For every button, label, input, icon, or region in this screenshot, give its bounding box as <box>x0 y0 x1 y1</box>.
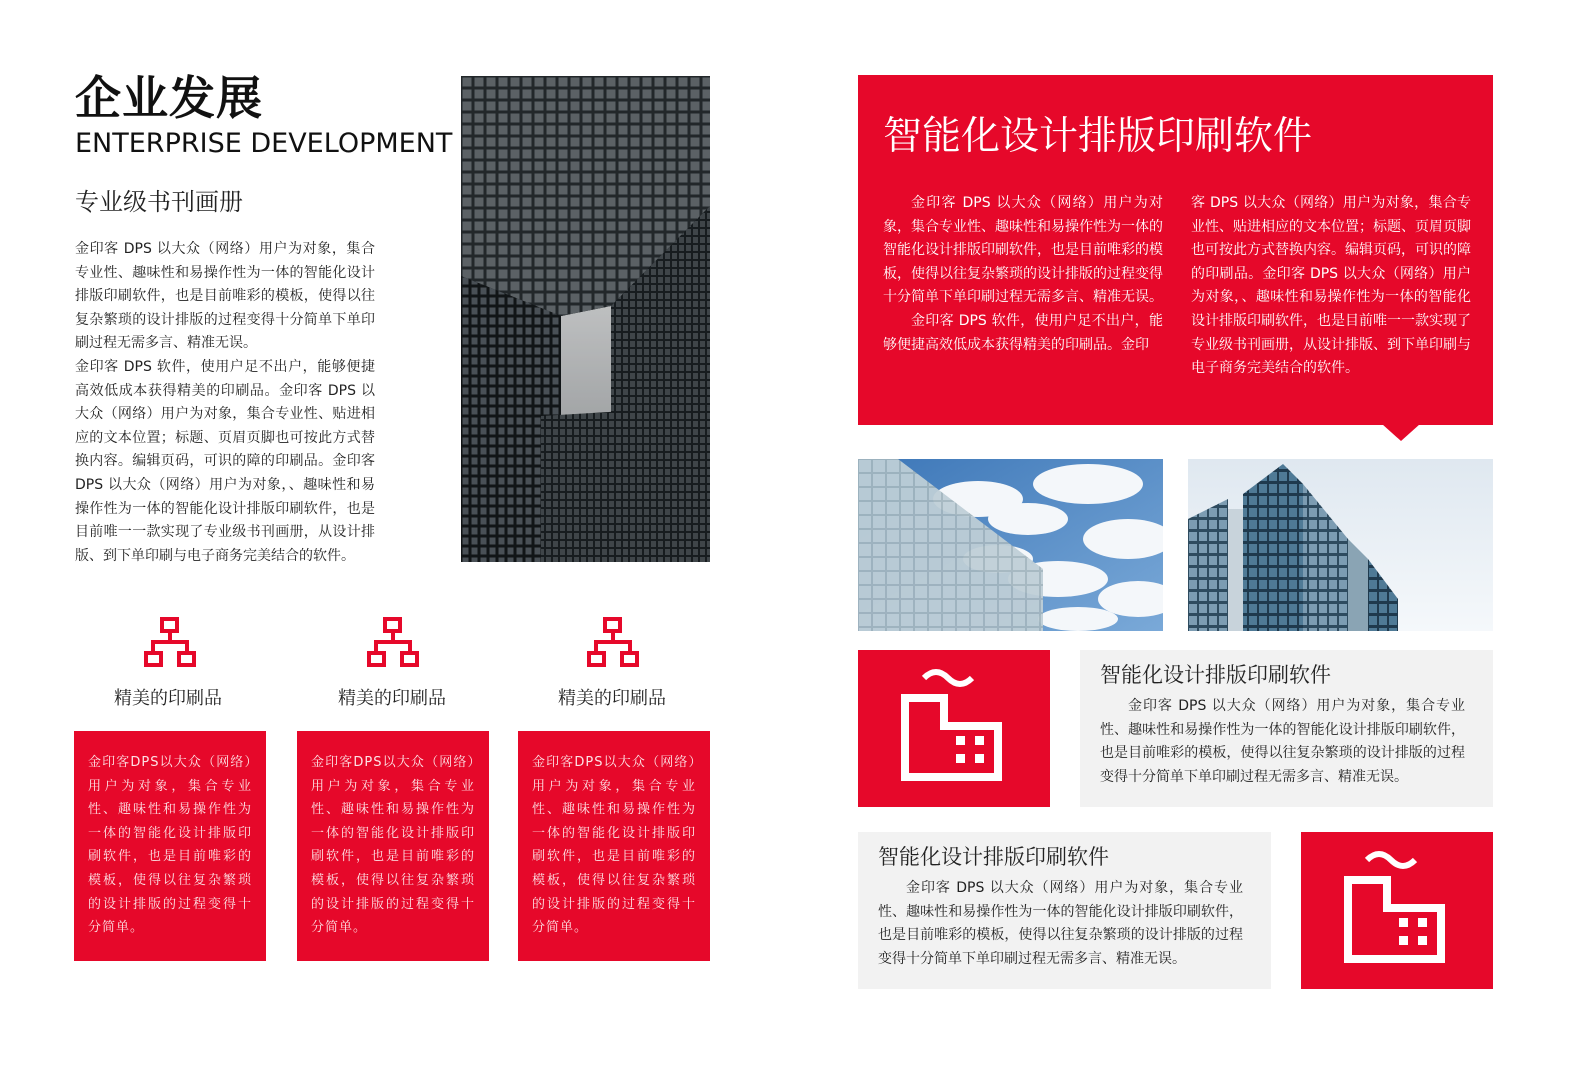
intro-paragraph-2: 金印客 DPS 软件，使用户足不出户，能够便捷高效低成本获得精美的印刷品。金印客 DPS 以大众（网络）用户为对象，集合专业性、贴进相应的文本位置；标题、页眉页脚也可按此方式替换内容。编辑页码，可识的障的印刷品。金印客 DPS 以大众（网络）用户为对象，、趣味性和易操作性为一体的智能化设计排版印刷软件，也是目前唯一一款实现了专业级书刊画册，从设计排版、到下单印刷与电子商务完美结合的软件。 <box>75 358 375 564</box>
info-card-title: 智能化设计排版印刷软件 <box>1100 663 1331 687</box>
page-title: 企业发展 <box>75 71 263 125</box>
info-card-text <box>878 877 1243 971</box>
feature-text-box: 金印客DPS以大众（网络）用户为对象，集合专业性、趣味性和易操作性为一体的智能化设计排版印刷软件，也是目前唯彩的模板，使得以往复杂繁琐的设计排版的过程变得十分简单。 <box>297 731 489 961</box>
page-title-english: ENTERPRISE DEVELOPMENT <box>75 128 453 159</box>
org-chart-icon <box>366 617 420 673</box>
feature-title: 精美的印刷品 <box>338 688 446 709</box>
info-card-2 <box>858 832 1271 989</box>
banner-column-1 <box>883 192 1163 357</box>
banner-paragraph-3: 客 DPS 以大众（网络）用户为对象，集合专业性、贴进相应的文本位置；标题、页眉页脚也可按此方式替换内容。编辑页码，可识的障的印刷品。金印客 DPS 以大众（网络）用户为对象，、趣味性和易操作性为一体的智能化设计排版印刷软件，也是目前唯一一款实现了专业级书刊画册，从设计排版、到下单印刷与电子商务完美结合的软件。 <box>1191 195 1471 377</box>
info-card-1 <box>1080 650 1493 807</box>
section-subtitle: 专业级书刊画册 <box>75 188 243 216</box>
feature-title: 精美的印刷品 <box>114 688 222 709</box>
banner-column-2 <box>1191 192 1471 381</box>
banner-paragraph-2: 金印客 DPS 软件，使用户足不出户，能够便捷高效低成本获得精美的印刷品。金印 <box>883 312 1163 353</box>
banner-paragraph-1: 金印客 DPS 以大众（网络）用户为对象，集合专业性、趣味性和易操作性为一体的智能化设计排版印刷软件，也是目前唯彩的模板，使得以往复杂繁琐的设计排版的过程变得十分简单下单印刷过程无需多言、精准无误。 <box>883 195 1163 306</box>
info-card-text <box>1100 695 1465 789</box>
info-card-title: 智能化设计排版印刷软件 <box>878 845 1109 869</box>
banner-title: 智能化设计排版印刷软件 <box>883 114 1313 159</box>
blue-tower-photo <box>1188 459 1493 631</box>
intro-paragraph-1: 金印客 DPS 以大众（网络）用户为对象，集合专业性、趣味性和易操作性为一体的智能化设计排版印刷软件，也是目前唯彩的模板，使得以往复杂繁琐的设计排版的过程变得十分简单下单印刷过程无需多言、精准无误。 <box>75 241 375 352</box>
headline-banner <box>858 75 1493 425</box>
feature-text-box: 金印客DPS以大众（网络）用户为对象，集合专业性、趣味性和易操作性为一体的智能化设计排版印刷软件，也是目前唯彩的模板，使得以往复杂繁琐的设计排版的过程变得十分简单。 <box>518 731 710 961</box>
org-chart-icon <box>143 617 197 673</box>
factory-icon <box>1301 832 1493 989</box>
feature-title: 精美的印刷品 <box>558 688 666 709</box>
factory-icon-tile <box>858 650 1050 807</box>
feature-text-box: 金印客DPS以大众（网络）用户为对象，集合专业性、趣味性和易操作性为一体的智能化设计排版印刷软件，也是目前唯彩的模板，使得以往复杂繁琐的设计排版的过程变得十分简单。 <box>74 731 266 961</box>
factory-icon-tile <box>1301 832 1493 989</box>
glass-building-photo <box>858 459 1163 631</box>
banner-pointer <box>1382 424 1420 441</box>
factory-icon <box>858 650 1050 807</box>
info-card-paragraph: 金印客 DPS 以大众（网络）用户为对象，集合专业性、趣味性和易操作性为一体的智能化设计排版印刷软件，也是目前唯彩的模板，使得以往复杂繁琐的设计排版的过程变得十分简单下单印刷过程无需多言、精准无误。 <box>878 880 1243 967</box>
org-chart-icon <box>586 617 640 673</box>
intro-text <box>75 238 375 568</box>
skyscraper-photo <box>461 76 710 562</box>
info-card-paragraph: 金印客 DPS 以大众（网络）用户为对象，集合专业性、趣味性和易操作性为一体的智能化设计排版印刷软件，也是目前唯彩的模板，使得以往复杂繁琐的设计排版的过程变得十分简单下单印刷过程无需多言、精准无误。 <box>1100 698 1465 785</box>
